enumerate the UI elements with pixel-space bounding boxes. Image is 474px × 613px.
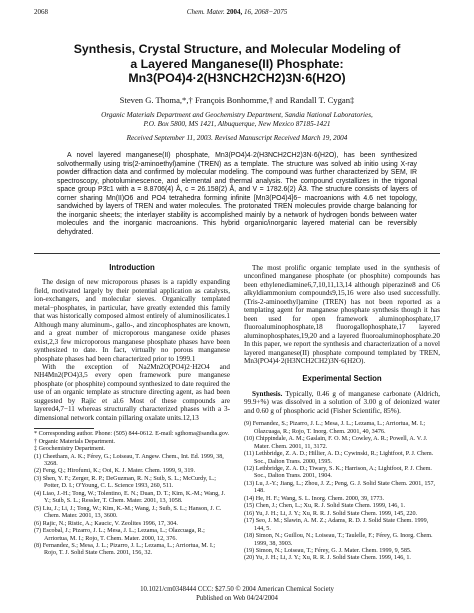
title-line: Synthesis, Crystal Structure, and Molecular Modeling of	[73, 42, 401, 56]
published-date: Published on Web 04/24/2004	[196, 594, 278, 602]
footnote: † Organic Materials Department.	[34, 438, 116, 445]
synthesis-text: Typically, 0.46 g of manganese carbonate (Aldrich, 99.9+%) was dissolved in a solution of 3.00 g of deionized water and 0.60 g of phosphoric acid (Fisher Scientific, 85%).	[244, 389, 440, 415]
running-header	[34, 8, 440, 18]
references-continued	[244, 421, 440, 563]
reference-item: (4) Liao, J.-H.; Tong, W.; Tolentino, E. N.; Duan, D. T.; Kim, K.-M.; Wang, J. Y.; Suib, S. L.; Ressler, T. Chem. Mater. 2001, 13, 1058.	[34, 490, 226, 505]
body-paragraph	[244, 390, 440, 415]
left-column	[34, 264, 230, 558]
reference-item: (6) Rajic, N.; Ristic, A.; Kaucic, V. Zeolites 1996, 17, 304.	[34, 520, 178, 527]
title-formula: Mn3(PO4)4·2(H3NCH2CH2)3N·6(H2O)	[128, 71, 346, 85]
section-heading-introduction: Introduction	[109, 263, 155, 272]
reference-item: (15) Chen, J.; Chen, L.; Xu, R. J. Solid State Chem. 1999, 146, 1.	[244, 503, 406, 510]
body-paragraph: The most prolific organic template used in the synthesis of unconfined manganese phosphate (or phosphite) compounds has been ethylenediamine6,7,10,11,13,14 although piperazine8 and C6 alkyldiammonium compounds9,15,16 were also used successfully. (Tris-2-aminoethyl)amine (TREN) has not been reported as a templating agent for manganese phosphate synthesis though it has been used for open framework aluminophosphate,17 fluoroaluminophosphate,18 fluorogallophosphate,17 layered aluminophosphates,19,20 and a layered fluoroaluminophosphate.20 In this paper, we report the synthesis and characterization of a novel layered manganese(II) phosphate compound templated by TREN, Mn3(PO4)4·2(H3NCH2CH2)3N·6(H2O).	[244, 264, 440, 365]
affiliation-line: P.O. Box 5800, MS 1421, Albuquerque, New Mexico 87185-1421	[143, 120, 331, 128]
section-heading-experimental: Experimental Section	[302, 374, 382, 384]
reference-item: (8) Fernandez, S.; Mesa, J. L.; Pizarro, J. L.; Lezama, L.; Arriortua, M. I.; Rojo, T. J. Solid State Chem. 2001, 156, 32.	[34, 542, 216, 557]
author-list: Steven G. Thoma,*,† François Bonhomme,† and Randall T. Cygan‡	[119, 95, 355, 105]
reference-item: (20) Yu, J. H.; Li, J. Y.; Xu, R. R. J. Solid State Chem. 1999, 146, 1.	[244, 555, 411, 562]
body-paragraph: With the exception of Na2Mn2O(PO4)2·H2O4 and NH4Mn2(PO4)3,5 every open framework pure manganese phosphate (or phosphite) compound synthesized to date required the use of an organic template as structure directing agent, as had been suggested by Rajic et al.6 Most of these compounds are layered4,7−11 whereas structurally characterized phases with a 3-dimensional network contain pillaring oxalate units.12,13	[34, 362, 230, 422]
doi-line: 10.1021/cm0348444 CCC: $27.50 © 2004 American Chemical Society	[140, 586, 334, 593]
reference-item: (7) Escobal, J.; Pizarro, J. L.; Mesa, J. L.; Lezama, L.; Olazcuaga, R.; Arriortua, M. I.; Rojo, T. Chem. Mater. 2000, 12, 376.	[34, 528, 205, 542]
footnote: ‡ Geochemistry Department.	[34, 446, 106, 453]
reference-item: (13) Lu, J.-Y.; Jiang, L.; Zhou, J. Z.; Peng, G. J. Solid State Chem. 2001, 157, 148.	[244, 480, 436, 495]
abstract	[57, 152, 417, 237]
affiliation	[30, 111, 444, 129]
page-footer	[0, 586, 474, 603]
correspondence-note: * Corresponding author. Phone: (505) 844-0612. E-mail: sgthoma@sandia.gov.	[34, 431, 230, 438]
reference-item: (16) Yu, J. H.; Li, J. Y.; Xu, R. R. J. Solid State Chem. 1999, 145, 220.	[244, 510, 418, 517]
footnote-divider	[34, 428, 94, 429]
journal-citation	[34, 8, 440, 16]
reference-item: (19) Simon, N.; Loiseau, T.; Férey, G. J. Mater. Chem. 1999, 9, 585.	[244, 547, 412, 554]
subsection-lead: Synthesis.	[252, 389, 283, 398]
reference-item: (10) Chippindale, A. M.; Gaslain, F. O. M.; Cowley, A. R.; Powell, A. V. J. Mater. Chem. 2001, 11, 3172.	[244, 436, 428, 450]
reference-item: (18) Simon, N.; Guillou, N.; Loiseau, T.; Taulelle, F.; Férey, G. Inorg. Chem. 1999, 38, 3903.	[244, 533, 433, 547]
abstract-divider	[34, 253, 440, 254]
title-line: a Layered Manganese(II) Phosphate:	[130, 56, 344, 71]
reference-item: (1) Cheetham, A. K.; Férey, G.; Loiseau, T. Angew. Chem., Int. Ed. 1999, 38, 3268.	[34, 453, 224, 467]
page-number: 2068	[34, 8, 48, 16]
article-title	[30, 42, 444, 86]
reference-item: (11) Lethbridge, Z. A. D.; Hillier, A. D.; Cywinski, R.; Lightfoot, P. J. Chem. Soc., Dalton Trans. 2000, 1595.	[244, 451, 434, 465]
right-column	[244, 264, 440, 563]
received-dates: Received September 11, 2003. Revised Manuscript Received March 19, 2004	[126, 134, 348, 142]
reference-item: (5) Liu, J.; Li, J.; Tong, W.; Kim, K.-M.; Wang, J.; Suib, S. L.; Hanson, J. C. Chem. Mater. 2001, 13, 3600.	[34, 505, 222, 520]
body-paragraph: The design of new microporous phases is a rapidly expanding field, motivated largely by their potential application as catalysts, ion-exchangers, and molecular sieves. Organically templated metal−phosphates, in particular, have greatly extended this family that was historically composed almost entirely of aluminosilicates.1 Although many aluminum-, gallo-, and zincophosphates are known, and a great number of microporous manganese oxide phases exist,2,3 few microporous manganese phosphate phases have been synthesized to date. In fact, virtually no porous manganese phosphate phases had been characterized prior to 1999.1	[34, 278, 230, 363]
journal-pages: 2068−2075	[254, 8, 288, 16]
reference-item: (2) Feng, Q.; Hirofumi, K.; Ooi, K. J. Mater. Chem. 1999, 9, 319.	[34, 468, 196, 475]
reference-item: (3) Shen, Y. F.; Zerger, R. P.; DeGuzman, R. N.; Suib, S. L.; McCurdy, L.; Potter, D. I.; O'Young, C. L. Science 1993, 260, 511.	[34, 475, 216, 490]
journal-year: 2004,	[226, 8, 243, 16]
footnotes	[34, 431, 230, 558]
abstract-text: A novel layered manganese(II) phosphate, Mn3(PO4)4·2(H3NCH2CH2)3N·6(H2O), has been synthesized solvothermally using tris(2-aminoethyl)amine (TREN) as a template. The structure was solved ab initio using X-ray powder diffraction data and confirmed by molecular modeling. The compound was further characterized by SEM, IR spectroscopy, photoluminescence, and elemental and thermal analysis. The compound crystallizes in the trigonal space group P3̄c1 with a = 8.8706(4) Å, c = 26.158(2) Å, and V = 1782.6(2) Å3. The structure consists of layers of corner sharing Mn(II)O6 and PO4 tetrahedra forming infinite [Mn3(PO4)4]6− macroanions with 4.6 net topology, sandwiched by layers of TREN and water molecules. The protonated TREN molecules provide charge balancing for the inorganic sheets; the interlayer stability is accomplished mainly by a network of hydrogen bonds between water molecules and the inorganic macroanions. This hybrid organic/inorganic layered material can be reversibly dehydrated.	[57, 152, 417, 236]
reference-item: (14) He, H. F.; Wang, S. L. Inorg. Chem. 2000, 39, 1773.	[244, 495, 385, 502]
journal-name: Chem. Mater.	[186, 8, 225, 16]
reference-item: (17) Seo, J. M.; Slawin, A. M. Z.; Adams, R. D. J. Solid State Chem. 1999, 144, 5.	[244, 518, 429, 532]
reference-item: (9) Fernandez, S.; Pizarro, J. L.; Mesa, J. L.; Lezama, L.; Arriortua, M. I.; Olazcuaga, R.; Rojo, T. Inorg. Chem. 2001, 40, 3476.	[244, 421, 426, 435]
reference-item: (12) Lethbridge, Z. A. D.; Tiwary, S. K.; Harrison, A.; Lightfoot, P. J. Chem. Soc., Dalton Trans. 2001, 1904.	[244, 465, 432, 480]
affiliation-line: Organic Materials Department and Geochemistry Department, Sandia National Laboratories,	[101, 111, 373, 119]
journal-volume: 16,	[243, 8, 253, 16]
